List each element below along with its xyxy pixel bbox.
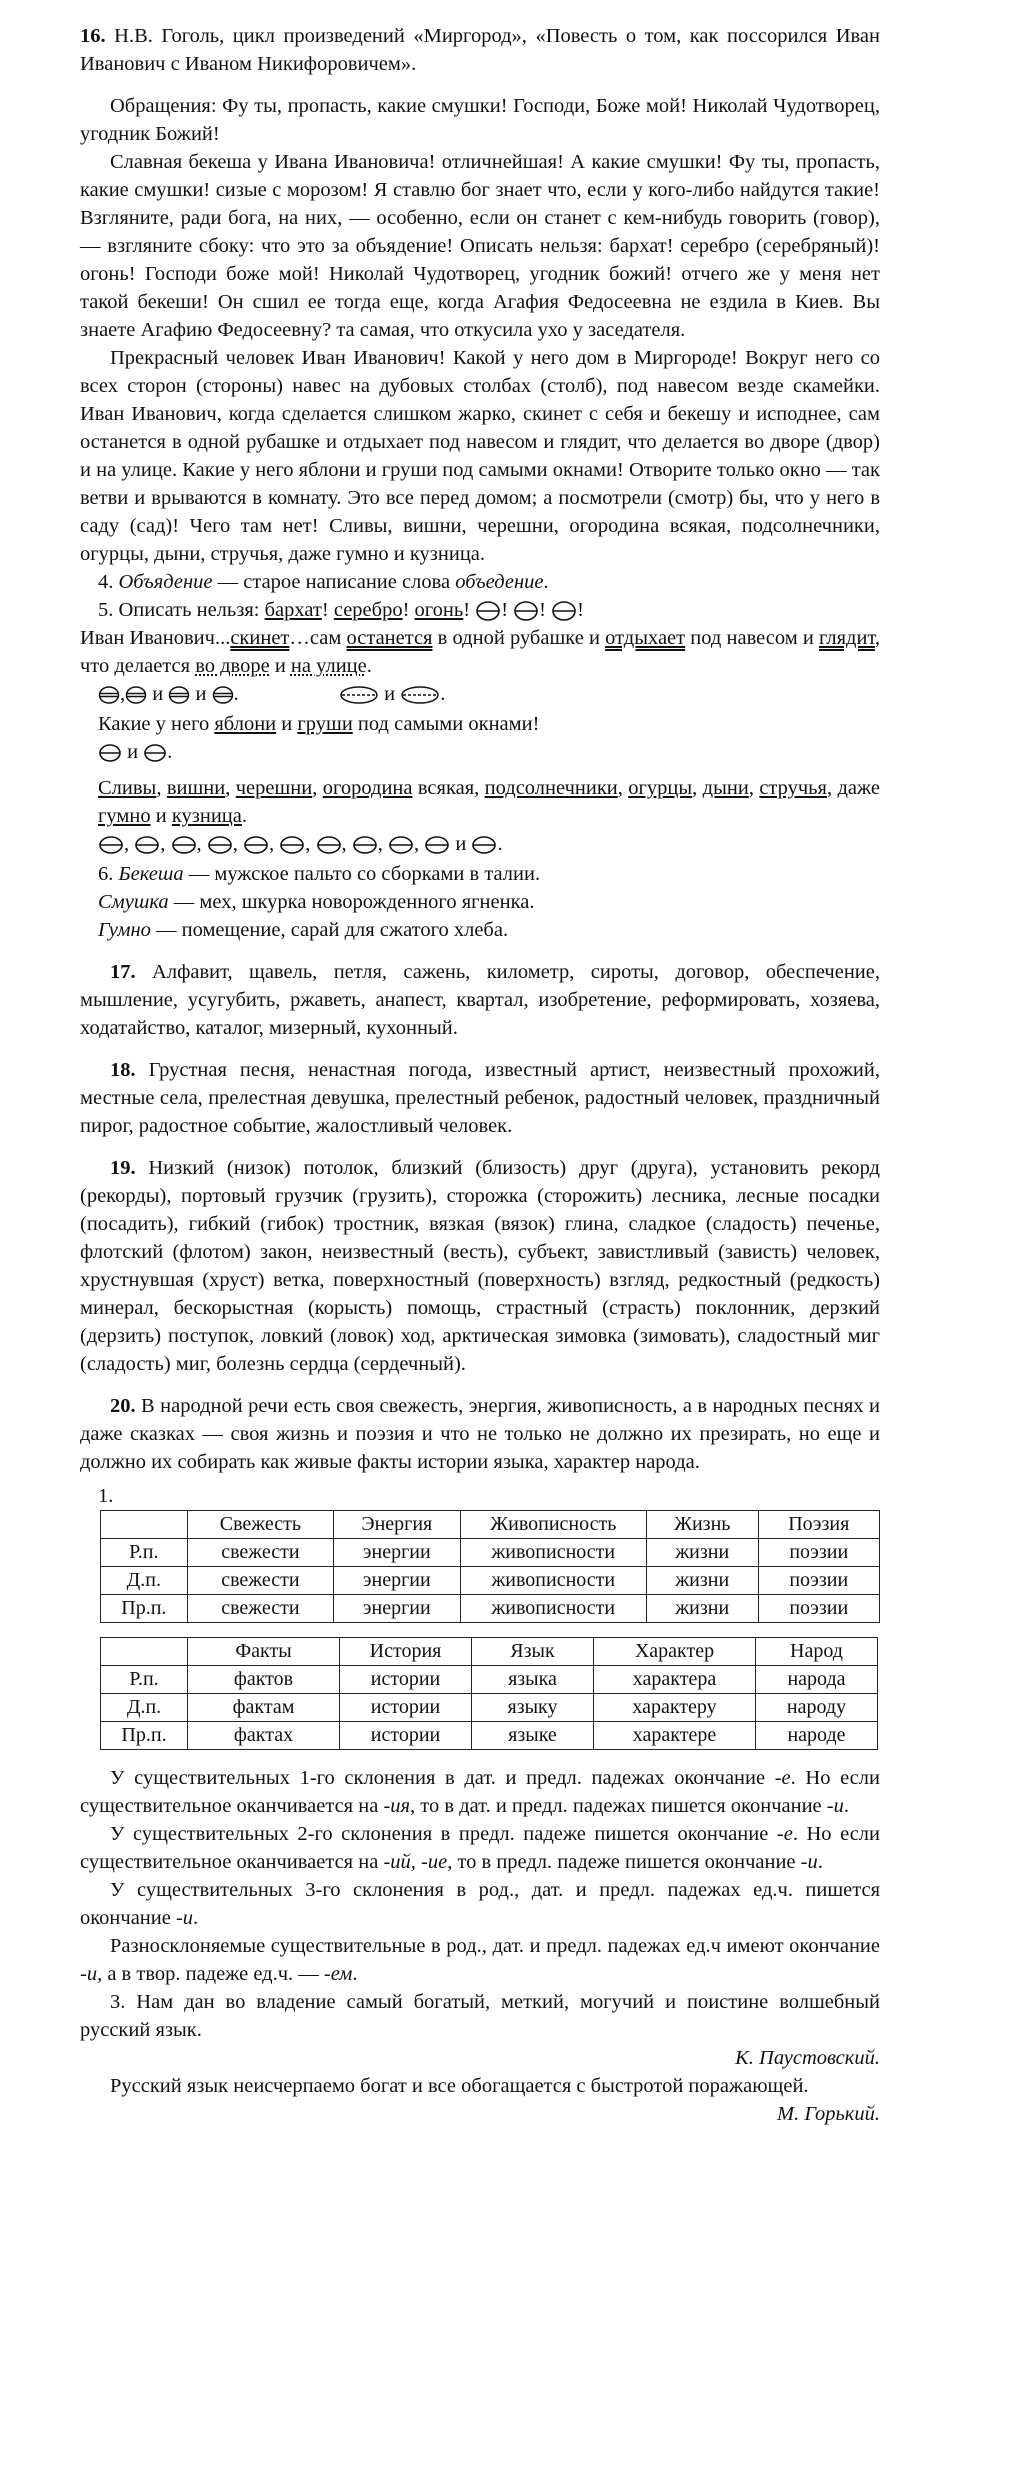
subject-scheme-icon — [279, 835, 305, 855]
table-cell: энергии — [334, 1539, 461, 1567]
noun-scheme-icon — [551, 600, 577, 622]
exercise-19-text: Низкий (низок) потолок, близкий (близость) друг (друга), установить рекорд (рекорды), портовый грузчик (грузить), сторожка (сторожить) лесника, лесные посадки (посадить), гибкий (гибок) тростник, вязкая (вязок) глина, сладкое (сладость) печенье, флотский (флотом) закон, неизвестный (весть), субъект, завистливый (зависть) человек, хрустнувшая (хруст) ветка, поверхностный (поверхность) взгляд, редкостный (редкость) минерал, бескорыстная (корысть) помощь, страстный (страсть) поклонник, дерзкий (дерзить) поступок, ловкий (ловок) ход, арктическая зимовка (зимовать), сладостный миг (сладость) миг, болезнь сердца (сердечный). — [80, 1157, 880, 1375]
case-label: Р.п. — [101, 1666, 188, 1694]
exercise-18-text: Грустная песня, ненастная погода, известный артист, неизвестный прохожий, местные села, прелестная девушка, прелестный ребенок, радостный человек, праздничный пирог, радостное событие, жалостливый человек. — [80, 1059, 880, 1137]
parsed-sentence-2: Какие у него яблони и груши под самыми окнами! — [98, 713, 540, 735]
table-cell: языке — [472, 1722, 594, 1750]
adverbial-scheme-icon — [400, 685, 440, 705]
definition-term: Смушка — [98, 891, 169, 913]
table-cell: языка — [472, 1666, 594, 1694]
definition-term: Гумно — [98, 919, 151, 941]
table-cell: фактов — [188, 1666, 340, 1694]
subject-scheme-icon — [471, 835, 497, 855]
note-4-word: объедение — [455, 571, 544, 593]
subject-scheme-icon — [316, 835, 342, 855]
note-5-word: бархат — [264, 599, 322, 621]
parsed-sentence-1: Иван Иванович...скинет…сам останется в одной рубашке и отдыхает под навесом и глядит, что делается во дворе и на улице. — [80, 627, 881, 677]
subject-word: подсолнечники — [484, 777, 618, 799]
subject-word: огородина — [322, 777, 413, 799]
subject-word: Сливы — [98, 777, 157, 799]
subject-word: кузница — [171, 805, 242, 827]
quote-1: 3. Нам дан во владение самый богатый, меткий, могучий и поистине волшебный русский язык. — [80, 1991, 880, 2041]
subject-scheme-icon — [134, 835, 160, 855]
sentence-fragment: , — [156, 777, 167, 799]
sentence-fragment: , — [617, 777, 629, 799]
definition-line: Смушка — мех, шкурка новорожденного ягненка. — [98, 891, 535, 913]
predicate-scheme-icon — [98, 685, 120, 705]
rule-4: Разносклоняемые существительные в род., дат. и предл. падежах ед.ч имеют окончание -и, а в твор. падеже ед.ч. — -ем. — [80, 1935, 880, 1985]
exercise-20-text: В народной речи есть своя свежесть, энергия, живописность, а в народных песнях и даже сказках — своя жизнь и поэзия и что не только не должно их презирать, но еще и должно их собирать как живые факты истории языка, характер народа. — [80, 1395, 880, 1473]
table-cell: фактах — [188, 1722, 340, 1750]
table-cell: жизни — [647, 1539, 759, 1567]
scheme-line-2: и . — [80, 738, 880, 768]
subject-word: дыни — [702, 777, 749, 799]
table-cell: поэзии — [758, 1539, 880, 1567]
declension-table-1 — [100, 1510, 880, 1623]
noun-scheme-icon — [513, 600, 539, 622]
column-header: Поэзия — [758, 1511, 880, 1539]
subject-word: гумно — [98, 805, 151, 827]
column-header: Факты — [188, 1638, 340, 1666]
column-header: Энергия — [334, 1511, 461, 1539]
appeals-line: Обращения: Фу ты, пропасть, какие смушки! Господи, Боже мой! Николай Чудотворец, угодник Божий! — [80, 95, 880, 145]
sentence-fragment: и — [150, 805, 172, 827]
exercise-17 — [80, 958, 880, 1042]
exercise-20 — [80, 1392, 880, 2128]
table-row — [101, 1722, 878, 1750]
subject-scheme-icon — [171, 835, 197, 855]
note-4-term: Объядение — [118, 571, 213, 593]
column-header: Жизнь — [647, 1511, 759, 1539]
page — [80, 22, 880, 2128]
column-header: Характер — [594, 1638, 756, 1666]
quote-2: Русский язык неисчерпаемо богат и все обогащается с быстротой поражающей. — [110, 2075, 809, 2097]
table-cell: живописности — [460, 1567, 646, 1595]
table-cell: живописности — [460, 1539, 646, 1567]
subject-word: вишни — [166, 777, 226, 799]
excerpt-paragraph-1: Славная бекеша у Ивана Ивановича! отличнейшая! А какие смушки! Фу ты, пропасть, какие смушки! сизые с морозом! Я ставлю бог знает что, если у кого-либо найдутся такие! Взгляните, ради бога, на них, — особенно, если он станет с кем-нибудь говорить (говор), — взгляните сбоку: что это за объядение! Описать нельзя: бархат! серебро (серебряный)! огонь! Господи боже мой! Николай Чудотворец, угодник божий! отчего же у меня нет такой бекеши! Он сшил ее тогда еще, когда Агафия Федосеевна не ездила в Киев. Вы знаете Агафию Федосеевну? та самая, что откусила ухо у заседателя. — [80, 151, 880, 341]
exercise-16-title: Н.В. Гоголь, цикл произведений «Миргород», «Повесть о том, как поссорился Иван Иванович с Иваном Никифоровичем». — [80, 25, 880, 75]
table-header-row — [101, 1638, 878, 1666]
subject-scheme-icon — [207, 835, 233, 855]
case-label: Пр.п. — [101, 1595, 188, 1623]
note-4: 4. Объядение — старое написание слова объедение. — [98, 571, 549, 593]
table-cell: истории — [340, 1722, 472, 1750]
parsed-sentence-3 — [80, 774, 880, 830]
case-label: Р.п. — [101, 1539, 188, 1567]
column-header: История — [340, 1638, 472, 1666]
table-cell: истории — [340, 1666, 472, 1694]
exercise-number: 16. — [80, 25, 106, 47]
sentence-fragment: , — [312, 777, 323, 799]
excerpt-paragraph-2: Прекрасный человек Иван Иванович! Какой у него дом в Миргороде! Вокруг него со всех сторон (стороны) навес на дубовых столбах (столб), под навесом везде скамейки. Иван Иванович, когда сделается слишком жарко, скинет с себя и бекешу и исподнее, сам останется в одной рубашке и отдыхает под навесом и глядит, что делается во дворе (двор) и на улице. Какие у него яблони и груши под самыми окнами! Отворите только окно — так ветви и врываются в комнату. Это все перед домом; а посмотрели (смотр) бы, что у него в саду (сад)! Чего там нет! Сливы, вишни, черешни, огородина всякая, подсолнечники, огурцы, дыни, стручья, даже гумно и кузница. — [80, 347, 880, 565]
declension-table-2 — [100, 1637, 878, 1750]
table-cell: фактам — [188, 1694, 340, 1722]
rule-3: У существительных 3-го склонения в род., дат. и предл. падежах ед.ч. пишется окончание -и. — [80, 1879, 880, 1929]
note-6: 6. Бекеша — мужское пальто со сборками в талии. — [98, 863, 541, 885]
column-header: Живописность — [460, 1511, 646, 1539]
adverbial-scheme-icon — [339, 685, 379, 705]
table-cell: жизни — [647, 1567, 759, 1595]
note-5-word: серебро — [333, 599, 403, 621]
predicate-scheme-icon — [168, 685, 190, 705]
table-cell: характеру — [594, 1694, 756, 1722]
table-cell: народе — [756, 1722, 878, 1750]
table-row — [101, 1567, 880, 1595]
predicate-scheme-icon — [125, 685, 147, 705]
column-header — [101, 1638, 188, 1666]
exercise-16 — [80, 22, 880, 944]
column-header: Свежесть — [187, 1511, 333, 1539]
subject-scheme-icon — [424, 835, 450, 855]
definition-term: Бекеша — [118, 863, 184, 885]
exercise-16-heading — [80, 22, 880, 78]
subject-scheme-icon — [143, 743, 167, 763]
table-cell: свежести — [187, 1595, 333, 1623]
table-row — [101, 1666, 878, 1694]
sentence-fragment: , — [225, 777, 236, 799]
definition-line: Гумно — помещение, сарай для сжатого хлеба. — [98, 919, 509, 941]
subject-word: черешни — [235, 777, 313, 799]
exercise-number: 20. — [110, 1395, 136, 1417]
column-header: Народ — [756, 1638, 878, 1666]
table-cell: жизни — [647, 1595, 759, 1623]
table-cell: энергии — [334, 1567, 461, 1595]
table-cell: свежести — [187, 1539, 333, 1567]
exercise-number: 18. — [110, 1059, 136, 1081]
exercise-18 — [80, 1056, 880, 1140]
sentence-fragment: . — [241, 805, 247, 827]
table-cell: свежести — [187, 1567, 333, 1595]
subject-scheme-icon — [98, 835, 124, 855]
subject-word: стручья — [759, 777, 827, 799]
case-label: Д.п. — [101, 1694, 188, 1722]
table-cell: истории — [340, 1694, 472, 1722]
table-header-row — [101, 1511, 880, 1539]
quote-2-author: М. Горький. — [777, 2103, 880, 2125]
exercise-20-heading — [80, 1392, 880, 1476]
sentence-fragment: , — [692, 777, 703, 799]
predicate-scheme-icon — [212, 685, 234, 705]
table-row — [101, 1694, 878, 1722]
table-cell: энергии — [334, 1595, 461, 1623]
case-label: Пр.п. — [101, 1722, 188, 1750]
subject-word: огурцы — [628, 777, 693, 799]
scheme-line-1: , и и . и . — [80, 680, 880, 710]
subject-scheme-icon — [352, 835, 378, 855]
table-cell: живописности — [460, 1595, 646, 1623]
sentence-fragment: , даже — [826, 777, 880, 799]
table-cell: народу — [756, 1694, 878, 1722]
subject-scheme-icon — [388, 835, 414, 855]
rule-1: У существительных 1-го склонения в дат. и предл. падежах окончание -е. Но если существительное оканчивается на -ия, то в дат. и предл. падежах пишется окончание -и. — [80, 1767, 880, 1817]
table-cell: характера — [594, 1666, 756, 1694]
exercise-number: 19. — [110, 1157, 136, 1179]
quote-1-author: К. Паустовский. — [735, 2047, 880, 2069]
table-cell: характере — [594, 1722, 756, 1750]
table-row — [101, 1539, 880, 1567]
table-cell: народа — [756, 1666, 878, 1694]
subject-scheme-icon — [243, 835, 269, 855]
exercise-19 — [80, 1154, 880, 1378]
item-1-label: 1. — [98, 1485, 114, 1507]
table-cell: поэзии — [758, 1567, 880, 1595]
exercise-17-text: Алфавит, щавель, петля, сажень, километр, сироты, договор, обеспечение, мышление, усугубить, ржаветь, анапест, квартал, изобретение, реформировать, хозяева, ходатайство, каталог, мизерный, кухонный. — [80, 961, 880, 1039]
note-5: 5. Описать нельзя: бархат! серебро! огонь! ! ! ! — [98, 599, 584, 621]
exercise-number: 17. — [110, 961, 136, 983]
table-row — [101, 1595, 880, 1623]
scheme-line-3: , , , , , , , , , и . — [80, 830, 880, 860]
subject-scheme-icon — [98, 743, 122, 763]
column-header — [101, 1511, 188, 1539]
case-label: Д.п. — [101, 1567, 188, 1595]
table-cell: языку — [472, 1694, 594, 1722]
sentence-fragment: всякая, — [412, 777, 485, 799]
note-5-word: огонь — [414, 599, 464, 621]
noun-scheme-icon — [475, 600, 501, 622]
column-header: Язык — [472, 1638, 594, 1666]
sentence-fragment: , — [748, 777, 760, 799]
table-cell: поэзии — [758, 1595, 880, 1623]
rule-2: У существительных 2-го склонения в предл. падеже пишется окончание -е. Но если существительное оканчивается на -ий, -ие, то в предл. падеже пишется окончание -и. — [80, 1823, 880, 1873]
